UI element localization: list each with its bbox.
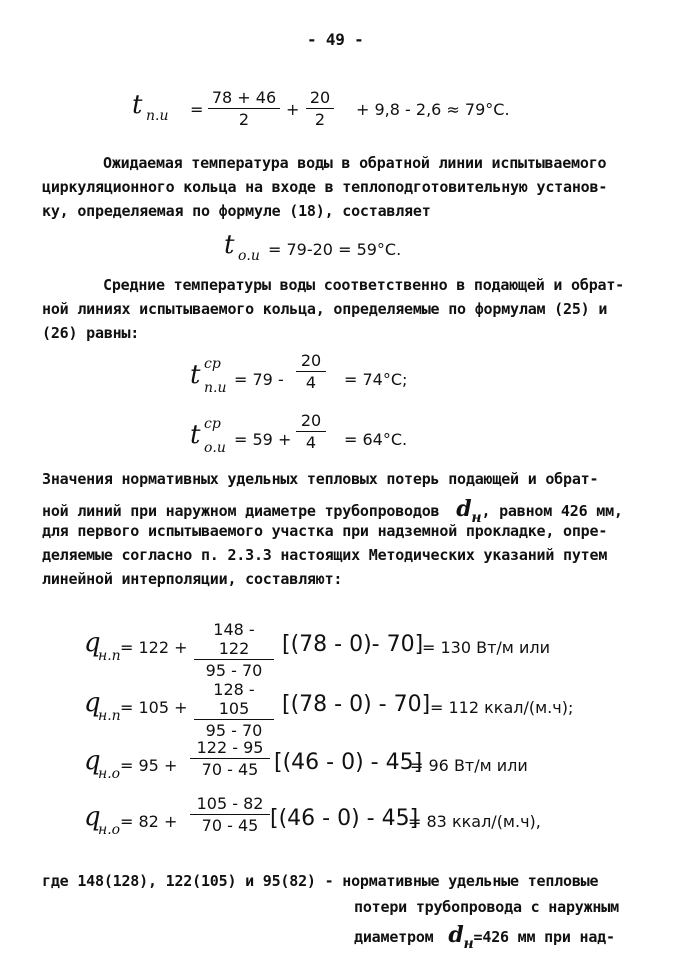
text: ной линий при наружном диаметре трубопроводов [42, 502, 440, 520]
paragraph-line: ку, определяемая по формуле (18), составляет [42, 202, 431, 220]
text: диаметром [354, 928, 434, 946]
text: , равном 426 мм, [481, 502, 623, 520]
paragraph-line: Ожидаемая температура воды в обратной линии испытываемого [103, 154, 607, 172]
equation-rhs: = 79-20 = 59°С. [268, 240, 402, 259]
numerator: 122 - 95 [190, 738, 270, 759]
equation-result: = 96 Вт/м или [410, 756, 528, 775]
equation-lhs: = 82 + [120, 812, 178, 831]
paragraph-line: деляемые согласно п. 2.3.3 настоящих Методических указаний путем [42, 546, 608, 564]
equation-lhs: = 105 + [120, 698, 188, 717]
fraction [208, 88, 280, 129]
fraction [190, 738, 270, 779]
denominator: 95 - 70 [205, 721, 263, 740]
numerator: 20 [306, 88, 334, 109]
denominator: 70 - 45 [201, 816, 259, 835]
symbol-t: t [190, 360, 201, 390]
symbol-q: q [84, 628, 101, 658]
paragraph-line: Значения нормативных удельных тепловых потерь подающей и обрат- [42, 470, 599, 488]
fraction [190, 794, 270, 835]
denominator: 2 [238, 110, 250, 129]
equation-result: = 74°С; [344, 370, 408, 389]
paragraph-line: циркуляционного кольца на входе в теплоподготовительную установ- [42, 178, 608, 196]
symbol-d: d [448, 922, 464, 948]
symbol-q: q [84, 746, 101, 776]
paragraph-line: линейной интерполяции, составляют: [42, 570, 343, 588]
footnote-line: где 148(128), 122(105) и 95(82) - нормативные удельные тепловые [42, 872, 599, 890]
denominator: 2 [314, 110, 326, 129]
equation-result: = 112 ккал/(м.ч); [430, 698, 574, 717]
bracket-expression: [(46 - 0) - 45] [274, 750, 423, 775]
equation-lhs: = 59 + [234, 430, 292, 449]
equation-lhs: = 95 + [120, 756, 178, 775]
equation-lhs: = 79 - [234, 370, 284, 389]
numerator: 20 [296, 411, 326, 432]
superscript: ср [204, 356, 221, 372]
fraction [296, 351, 326, 392]
paragraph-line [42, 496, 623, 526]
bracket-expression: [(46 - 0) - 45] [270, 806, 419, 831]
footnote-line: потери трубопровода с наружным [354, 898, 619, 916]
fraction [194, 680, 274, 740]
subscript: н [463, 936, 474, 952]
numerator: 105 - 82 [190, 794, 270, 815]
denominator: 4 [305, 373, 317, 392]
equals-sign: = [190, 100, 204, 119]
text: =426 мм при над- [473, 928, 615, 946]
symbol-q: q [84, 688, 101, 718]
paragraph-line: для первого испытываемого участка при надземной прокладке, опре- [42, 522, 608, 540]
denominator: 95 - 70 [205, 661, 263, 680]
subscript: н.о [98, 822, 121, 838]
superscript: ср [204, 416, 221, 432]
denominator: 4 [305, 433, 317, 452]
equation-result: = 83 ккал/(м.ч), [408, 812, 541, 831]
subscript: о.и [204, 440, 226, 456]
equation-result: = 130 Вт/м или [422, 638, 550, 657]
subscript: о.и [238, 248, 260, 264]
subscript: н [471, 510, 482, 526]
symbol-t: t [224, 230, 235, 260]
equation-result: = 64°С. [344, 430, 408, 449]
paragraph-line: Средние температуры воды соответственно в подающей и обрат- [103, 276, 625, 294]
page-number: - 49 - [307, 30, 364, 49]
numerator: 128 - 105 [194, 680, 274, 720]
bracket-expression: [(78 - 0)- 70] [282, 632, 424, 657]
equation-lhs: = 122 + [120, 638, 188, 657]
subscript: н.п [98, 648, 121, 664]
fraction [194, 620, 274, 680]
numerator: 20 [296, 351, 326, 372]
fraction [306, 88, 334, 129]
subscript: н.п [98, 708, 121, 724]
footnote-line [354, 922, 615, 952]
paragraph-line: (26) равны: [42, 324, 140, 342]
numerator: 148 - 122 [194, 620, 274, 660]
subscript: п.и [204, 380, 227, 396]
symbol-t: t [132, 90, 143, 120]
plus-sign: + [286, 100, 300, 119]
symbol-q: q [84, 802, 101, 832]
denominator: 70 - 45 [201, 760, 259, 779]
symbol-d: d [456, 496, 472, 522]
fraction [296, 411, 326, 452]
paragraph-line: ной линиях испытываемого кольца, определяемые по формулам (25) и [42, 300, 608, 318]
bracket-expression: [(78 - 0) - 70] [282, 692, 431, 717]
symbol-t: t [190, 420, 201, 450]
subscript: н.о [98, 766, 121, 782]
numerator: 78 + 46 [208, 88, 280, 109]
equation-tail: + 9,8 - 2,6 ≈ 79°С. [356, 100, 510, 119]
subscript: п.и [146, 108, 169, 124]
